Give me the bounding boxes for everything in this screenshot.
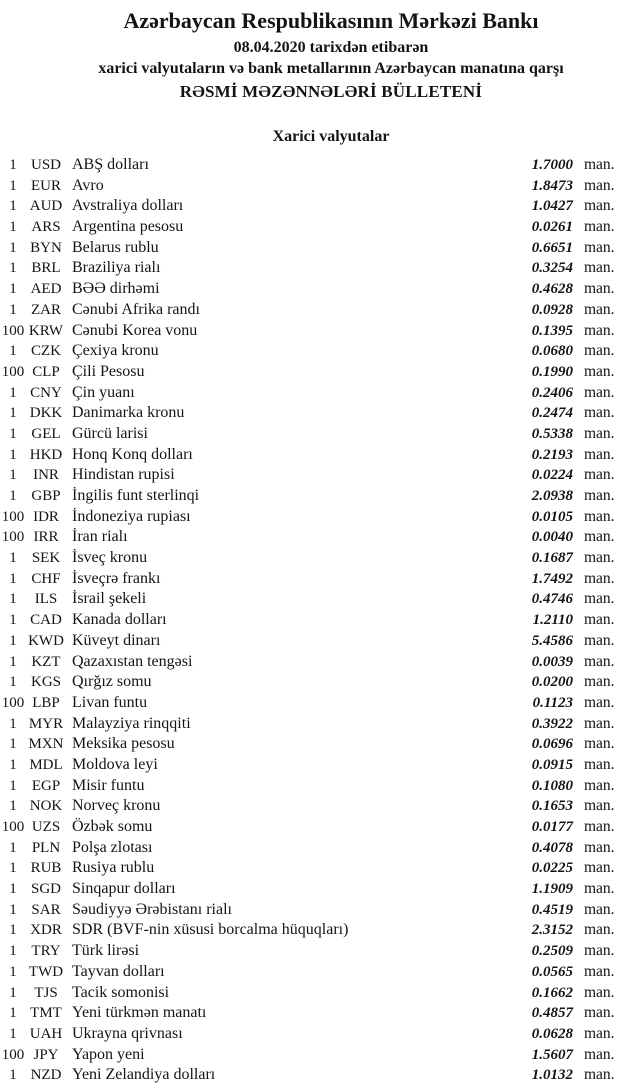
table-row xyxy=(0,734,620,755)
currency-code-cell: KWD xyxy=(28,632,64,649)
unit-label-cell: man. xyxy=(584,818,615,835)
unit-label-cell: man. xyxy=(584,218,615,236)
currency-code-cell: NZD xyxy=(30,1067,62,1084)
unit-label-cell: man. xyxy=(584,445,615,463)
table-row xyxy=(0,672,620,693)
currency-name-cell: Türk lirəsi xyxy=(72,942,140,960)
table-row xyxy=(0,858,620,879)
currency-name-cell: İsveçrə frankı xyxy=(72,569,161,587)
rate-value-cell: 0.0261 xyxy=(531,219,573,236)
table-row xyxy=(0,1065,620,1086)
rate-value-cell: 0.1653 xyxy=(531,798,573,815)
currency-name-cell: BƏƏ dirhəmi xyxy=(72,280,160,298)
currency-name-cell: Gürcü larisi xyxy=(72,424,148,442)
currency-code-cell: UAH xyxy=(29,1025,63,1042)
currency-code-cell: HKD xyxy=(29,446,63,463)
table-row xyxy=(0,838,620,859)
table-row xyxy=(0,962,620,983)
currency-name-cell: Küveyt dinarı xyxy=(72,631,161,649)
unit-label-cell: man. xyxy=(584,197,615,215)
unit-label-cell: man. xyxy=(584,424,615,442)
currency-name-cell: Danimarka kronu xyxy=(72,404,185,422)
table-row xyxy=(0,341,620,362)
quantity-cell: 1 xyxy=(9,1025,17,1042)
table-row xyxy=(0,1003,620,1024)
currency-code-cell: KGS xyxy=(30,674,61,691)
quantity-cell: 1 xyxy=(9,260,17,277)
currency-code-cell: SEK xyxy=(31,550,61,567)
rate-value-cell: 0.0224 xyxy=(531,467,573,484)
currency-code-cell: KRW xyxy=(28,322,64,339)
rate-value-cell: 0.0225 xyxy=(531,860,573,877)
unit-label-cell: man. xyxy=(584,755,615,773)
rate-value-cell: 1.2110 xyxy=(532,612,573,629)
bulletin-header xyxy=(0,8,620,102)
bulletin-title: RƏSMİ MƏZƏNNƏLƏRİ BÜLLETENİ xyxy=(179,82,483,102)
table-row xyxy=(0,693,620,714)
unit-label-cell: man. xyxy=(584,383,615,401)
unit-label-cell: man. xyxy=(584,673,615,691)
rate-value-cell: 0.2406 xyxy=(531,384,573,401)
table-row xyxy=(0,383,620,404)
rate-value-cell: 1.0427 xyxy=(531,198,573,215)
rate-value-cell: 0.0200 xyxy=(531,674,573,691)
unit-label-cell: man. xyxy=(584,404,615,422)
table-row xyxy=(0,300,620,321)
currency-code-cell: KZT xyxy=(31,653,61,670)
rate-value-cell: 0.1687 xyxy=(531,550,573,567)
quantity-cell: 1 xyxy=(9,343,17,360)
unit-label-cell: man. xyxy=(584,652,615,670)
rates-table xyxy=(0,155,620,1086)
currency-name-cell: Malayziya rinqqiti xyxy=(72,714,191,732)
quantity-cell: 1 xyxy=(9,860,17,877)
currency-code-cell: MYR xyxy=(28,715,64,732)
currency-code-cell: SAR xyxy=(31,901,61,918)
rate-value-cell: 0.0915 xyxy=(531,756,573,773)
quantity-cell: 1 xyxy=(9,157,17,173)
unit-label-cell: man. xyxy=(584,921,615,939)
unit-label-cell: man. xyxy=(584,1045,615,1063)
currency-name-cell: Yeni Zelandiya dolları xyxy=(72,1066,216,1084)
table-row xyxy=(0,941,620,962)
currency-code-cell: CHF xyxy=(31,570,61,587)
quantity-cell: 1 xyxy=(9,984,17,1001)
quantity-cell: 1 xyxy=(9,839,17,856)
unit-label-cell: man. xyxy=(584,776,615,794)
table-row xyxy=(0,424,620,445)
rate-value-cell: 0.3254 xyxy=(531,260,573,277)
currency-name-cell: Qırğız somu xyxy=(72,673,152,691)
unit-label-cell: man. xyxy=(584,1024,615,1042)
currency-code-cell: GEL xyxy=(31,425,61,442)
table-row xyxy=(0,589,620,610)
quantity-cell: 1 xyxy=(9,467,17,484)
quantity-cell: 100 xyxy=(1,694,25,711)
quantity-cell: 1 xyxy=(9,550,17,567)
unit-label-cell: man. xyxy=(584,611,615,629)
table-row xyxy=(0,569,620,590)
unit-label-cell: man. xyxy=(584,238,615,256)
quantity-cell: 1 xyxy=(9,446,17,463)
quantity-cell: 1 xyxy=(9,653,17,670)
currency-name-cell: Norveç kronu xyxy=(72,797,161,815)
table-row xyxy=(0,920,620,941)
currency-code-cell: JPY xyxy=(33,1046,59,1063)
table-row xyxy=(0,817,620,838)
currency-code-cell: TWD xyxy=(28,963,64,980)
table-row xyxy=(0,155,620,176)
quantity-cell: 1 xyxy=(9,901,17,918)
quantity-cell: 1 xyxy=(9,612,17,629)
unit-label-cell: man. xyxy=(584,528,615,546)
unit-label-cell: man. xyxy=(584,631,615,649)
quantity-cell: 1 xyxy=(9,239,17,256)
unit-label-cell: man. xyxy=(584,590,615,608)
rate-value-cell: 0.3922 xyxy=(531,715,573,732)
unit-label-cell: man. xyxy=(584,280,615,298)
table-row xyxy=(0,1045,620,1066)
rate-value-cell: 0.0628 xyxy=(531,1025,573,1042)
currency-code-cell: EGP xyxy=(31,777,61,794)
rate-value-cell: 0.4078 xyxy=(531,839,573,856)
currency-name-cell: Livan funtu xyxy=(72,693,148,711)
currency-code-cell: CLP xyxy=(32,363,60,380)
rate-value-cell: 0.1080 xyxy=(531,777,573,794)
currency-code-cell: BRL xyxy=(31,260,61,277)
rate-value-cell: 2.0938 xyxy=(531,488,573,504)
currency-code-cell: PLN xyxy=(31,839,61,856)
quantity-cell: 1 xyxy=(9,198,17,215)
table-row xyxy=(0,238,620,259)
table-row xyxy=(0,176,620,197)
currency-code-cell: SGD xyxy=(30,881,61,898)
currency-name-cell: Braziliya rialı xyxy=(72,259,161,277)
table-row xyxy=(0,548,620,569)
quantity-cell: 100 xyxy=(1,819,25,835)
currency-code-cell: CZK xyxy=(31,343,61,360)
rate-value-cell: 0.0565 xyxy=(531,963,573,980)
quantity-cell: 1 xyxy=(9,301,17,318)
rate-value-cell: 0.0928 xyxy=(531,301,573,318)
quantity-cell: 1 xyxy=(9,1067,17,1084)
unit-label-cell: man. xyxy=(584,569,615,587)
currency-name-cell: İndoneziya rupiası xyxy=(72,507,191,525)
rate-value-cell: 0.2474 xyxy=(531,405,573,422)
rate-value-cell: 0.1395 xyxy=(531,322,573,339)
currency-code-cell: INR xyxy=(33,467,59,484)
rate-value-cell: 2.3152 xyxy=(531,922,573,939)
quantity-cell: 1 xyxy=(9,756,17,773)
rate-value-cell: 1.0132 xyxy=(531,1067,573,1084)
quantity-cell: 1 xyxy=(9,405,17,422)
quantity-cell: 1 xyxy=(9,881,17,898)
unit-label-cell: man. xyxy=(584,300,615,318)
table-row xyxy=(0,879,620,900)
table-row xyxy=(0,714,620,735)
currency-name-cell: Tacik somonisi xyxy=(72,983,170,1001)
rate-value-cell: 0.2193 xyxy=(531,446,573,463)
rate-value-cell: 0.4857 xyxy=(531,1005,573,1022)
currency-code-cell: NOK xyxy=(29,798,63,815)
currency-code-cell: XDR xyxy=(30,922,62,939)
currency-name-cell: Özbək somu xyxy=(72,818,153,835)
rate-value-cell: 0.4519 xyxy=(531,901,573,918)
currency-name-cell: Argentina pesosu xyxy=(72,218,184,236)
table-row xyxy=(0,776,620,797)
currency-code-cell: AUD xyxy=(29,198,63,215)
unit-label-cell: man. xyxy=(584,259,615,277)
currency-name-cell: Cənubi Korea vonu xyxy=(72,321,198,339)
rate-value-cell: 0.0177 xyxy=(531,819,573,835)
rate-value-cell: 5.4586 xyxy=(531,632,573,649)
currency-name-cell: Hindistan rupisi xyxy=(72,466,175,484)
table-row xyxy=(0,258,620,279)
rate-value-cell: 1.1909 xyxy=(531,881,573,898)
quantity-cell: 1 xyxy=(9,715,17,732)
currency-code-cell: DKK xyxy=(29,405,63,422)
unit-label-cell: man. xyxy=(584,880,615,898)
table-row xyxy=(0,610,620,631)
unit-label-cell: man. xyxy=(584,321,615,339)
currency-name-cell: İngilis funt sterlinqi xyxy=(72,487,200,504)
currency-code-cell: IDR xyxy=(33,508,59,525)
quantity-cell: 1 xyxy=(9,798,17,815)
currency-name-cell: Qazaxıstan tengəsi xyxy=(72,652,193,670)
quantity-cell: 1 xyxy=(9,570,17,587)
quantity-cell: 100 xyxy=(1,1046,25,1063)
currency-code-cell: ZAR xyxy=(31,301,61,318)
currency-name-cell: İran rialı xyxy=(72,528,128,546)
unit-label-cell: man. xyxy=(584,487,615,504)
currency-name-cell: Çin yuanı xyxy=(72,383,135,401)
effective-date-line: 08.04.2020 tarixdən etibarən xyxy=(233,39,429,57)
bank-title: Azərbaycan Respublikasının Mərkəzi Bankı xyxy=(123,8,539,33)
unit-label-cell: man. xyxy=(584,507,615,525)
currency-code-cell: LBP xyxy=(32,694,60,711)
quantity-cell: 1 xyxy=(9,674,17,691)
currency-name-cell: Kanada dolları xyxy=(72,611,167,629)
unit-label-cell: man. xyxy=(584,797,615,815)
quantity-cell: 1 xyxy=(9,922,17,939)
currency-name-cell: SDR (BVF-nin xüsusi borcalma hüquqları) xyxy=(72,921,349,939)
unit-label-cell: man. xyxy=(584,693,615,711)
table-row xyxy=(0,465,620,486)
unit-label-cell: man. xyxy=(584,942,615,960)
currency-name-cell: Moldova leyi xyxy=(72,755,158,773)
unit-label-cell: man. xyxy=(584,735,615,753)
currency-name-cell: Meksika pesosu xyxy=(72,735,175,753)
unit-label-cell: man. xyxy=(584,983,615,1001)
unit-label-cell: man. xyxy=(584,362,615,380)
unit-label-cell: man. xyxy=(584,176,615,194)
currency-code-cell: MDL xyxy=(29,756,63,773)
currency-name-cell: ABŞ dolları xyxy=(72,156,149,173)
currency-code-cell: CAD xyxy=(30,612,62,629)
unit-label-cell: man. xyxy=(584,1004,615,1022)
currency-name-cell: Səudiyyə Ərəbistanı rialı xyxy=(72,900,232,918)
currency-name-cell: Rusiya rublu xyxy=(72,859,155,877)
unit-label-cell: man. xyxy=(584,900,615,918)
table-row xyxy=(0,403,620,424)
unit-label-cell: man. xyxy=(584,549,615,567)
table-row xyxy=(0,279,620,300)
quantity-cell: 1 xyxy=(9,281,17,298)
currency-code-cell: MXN xyxy=(28,736,64,753)
currency-code-cell: GBP xyxy=(31,488,61,504)
table-row xyxy=(0,983,620,1004)
quantity-cell: 1 xyxy=(9,177,17,194)
table-row xyxy=(0,196,620,217)
unit-label-cell: man. xyxy=(584,859,615,877)
quantity-cell: 100 xyxy=(1,363,25,380)
table-row xyxy=(0,321,620,342)
rate-value-cell: 0.6651 xyxy=(531,239,573,256)
currency-code-cell: TRY xyxy=(31,943,61,960)
currency-code-cell: ILS xyxy=(34,591,58,608)
rate-value-cell: 0.1662 xyxy=(531,984,573,1001)
currency-name-cell: Honq Konq dolları xyxy=(72,445,193,463)
currency-name-cell: Polşa zlotası xyxy=(72,838,153,856)
rate-value-cell: 0.4628 xyxy=(531,281,573,298)
quantity-cell: 1 xyxy=(9,591,17,608)
rate-value-cell: 0.0039 xyxy=(531,653,573,670)
currency-name-cell: Avro xyxy=(72,176,104,194)
unit-label-cell: man. xyxy=(584,962,615,980)
currency-name-cell: Ukrayna qrivnası xyxy=(72,1024,183,1042)
table-row xyxy=(0,796,620,817)
rate-value-cell: 0.1123 xyxy=(532,694,573,711)
quantity-cell: 1 xyxy=(9,736,17,753)
currency-code-cell: TMT xyxy=(30,1005,62,1022)
currency-name-cell: Avstraliya dolları xyxy=(72,197,184,215)
currency-name-cell: Yapon yeni xyxy=(72,1045,145,1063)
quantity-cell: 1 xyxy=(9,1005,17,1022)
currency-code-cell: UZS xyxy=(31,819,61,835)
rate-value-cell: 0.5338 xyxy=(531,425,573,442)
currency-name-cell: Tayvan dolları xyxy=(72,962,165,980)
quantity-cell: 1 xyxy=(9,219,17,236)
rate-value-cell: 0.0105 xyxy=(531,508,573,525)
currency-code-cell: TJS xyxy=(34,984,58,1001)
currency-name-cell: Sinqapur dolları xyxy=(72,880,176,898)
currency-name-cell: Çexiya kronu xyxy=(72,342,159,360)
currency-code-cell: AED xyxy=(30,281,62,298)
section-title-foreign-currencies: Xarici valyutalar xyxy=(272,128,390,145)
rate-value-cell: 1.7000 xyxy=(531,157,573,173)
currency-name-cell: İsrail şekeli xyxy=(72,590,147,608)
quantity-cell: 1 xyxy=(9,632,17,649)
unit-label-cell: man. xyxy=(584,838,615,856)
unit-label-cell: man. xyxy=(584,714,615,732)
currency-name-cell: Yeni türkmən manatı xyxy=(72,1004,207,1022)
currency-name-cell: İsveç kronu xyxy=(72,549,148,567)
table-row xyxy=(0,755,620,776)
quantity-cell: 100 xyxy=(1,322,25,339)
currency-code-cell: IRR xyxy=(33,529,59,546)
currency-code-cell: CNY xyxy=(30,384,62,401)
unit-label-cell: man. xyxy=(584,1066,615,1084)
table-row xyxy=(0,900,620,921)
table-row xyxy=(0,1024,620,1045)
quantity-cell: 1 xyxy=(9,488,17,504)
table-row xyxy=(0,652,620,673)
currency-name-cell: Cənubi Afrika randı xyxy=(72,300,200,318)
quantity-cell: 100 xyxy=(1,508,25,525)
rate-value-cell: 0.1990 xyxy=(531,363,573,380)
unit-label-cell: man. xyxy=(584,156,615,173)
currency-name-cell: Misir funtu xyxy=(72,776,145,794)
table-row xyxy=(0,631,620,652)
unit-label-cell: man. xyxy=(584,342,615,360)
quantity-cell: 1 xyxy=(9,425,17,442)
subject-line: xarici valyutaların və bank metallarının Azərbaycan manatına qarşı xyxy=(98,60,564,78)
table-row xyxy=(0,445,620,466)
currency-code-cell: USD xyxy=(30,157,61,173)
currency-code-cell: ARS xyxy=(31,219,61,236)
rate-value-cell: 0.2509 xyxy=(531,943,573,960)
table-row xyxy=(0,486,620,507)
currency-code-cell: BYN xyxy=(30,239,62,256)
quantity-cell: 1 xyxy=(9,943,17,960)
table-row xyxy=(0,527,620,548)
table-row xyxy=(0,217,620,238)
quantity-cell: 1 xyxy=(9,384,17,401)
currency-code-cell: EUR xyxy=(31,177,61,194)
quantity-cell: 1 xyxy=(9,777,17,794)
rate-value-cell: 0.4746 xyxy=(531,591,573,608)
table-row xyxy=(0,507,620,528)
rate-value-cell: 1.5607 xyxy=(531,1046,573,1063)
rate-value-cell: 0.0696 xyxy=(531,736,573,753)
rate-value-cell: 1.7492 xyxy=(531,570,573,587)
unit-label-cell: man. xyxy=(584,466,615,484)
currency-name-cell: Çili Pesosu xyxy=(72,362,145,380)
table-row xyxy=(0,362,620,383)
currency-name-cell: Belarus rublu xyxy=(72,238,159,256)
currency-code-cell: RUB xyxy=(30,860,62,877)
rate-value-cell: 1.8473 xyxy=(531,177,573,194)
quantity-cell: 100 xyxy=(1,529,25,546)
quantity-cell: 1 xyxy=(9,963,17,980)
rate-value-cell: 0.0040 xyxy=(531,529,573,546)
rate-value-cell: 0.0680 xyxy=(531,343,573,360)
